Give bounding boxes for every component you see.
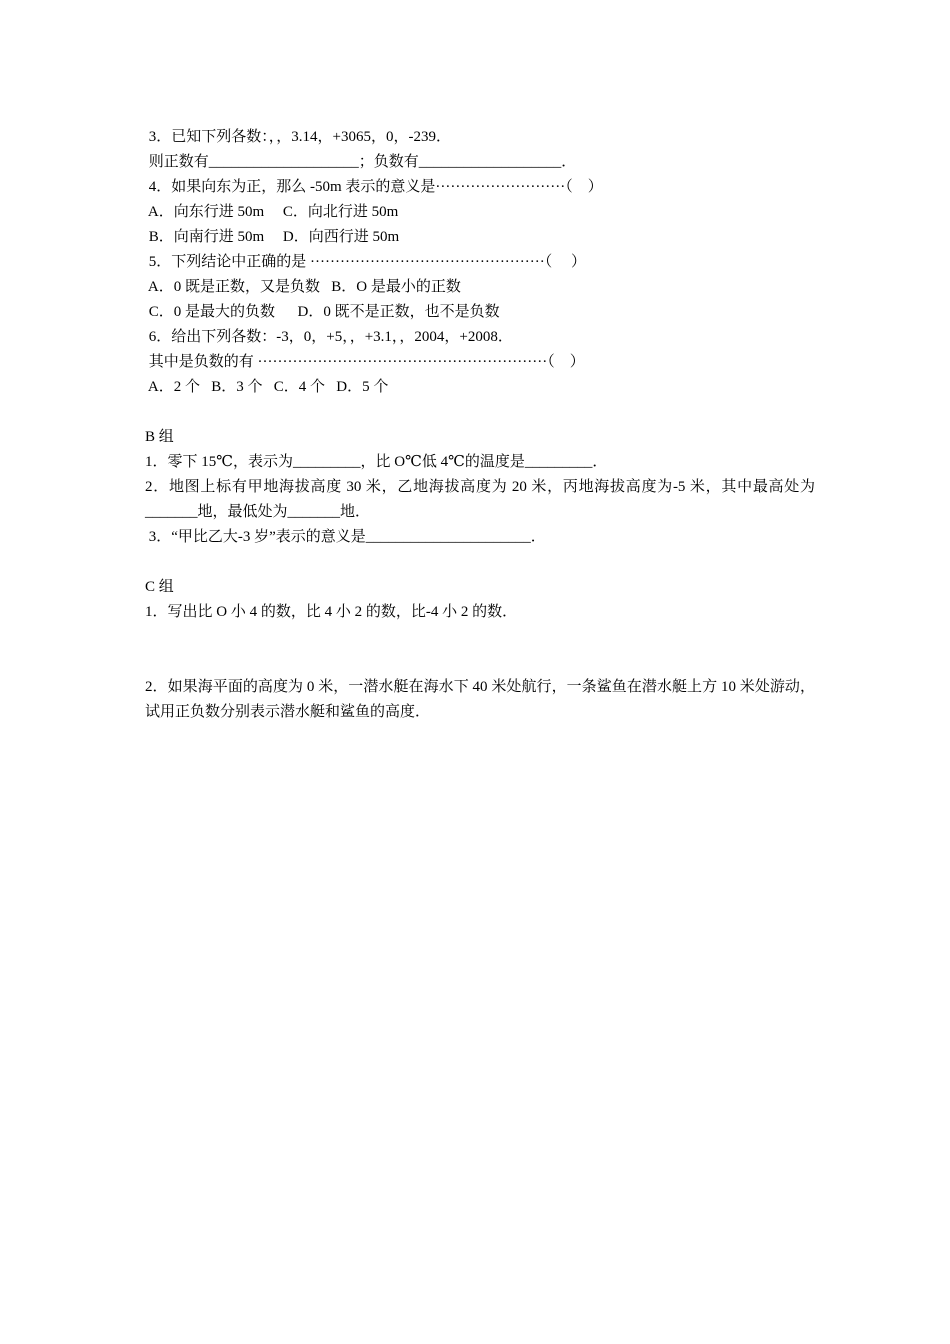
question-a4-options-bd: B．向南行进 50m D．向西行进 50m bbox=[145, 229, 400, 245]
answer-space bbox=[145, 625, 815, 675]
question-b2: 2．地图上标有甲地海拔高度 30 米，乙地海拔高度为 20 米，丙地海拔高度为-5 米，其中最高处为_______地，最低处为_______地． bbox=[145, 479, 815, 520]
section-c-heading: C 组 bbox=[145, 579, 174, 595]
spacer bbox=[145, 400, 815, 425]
document-page bbox=[145, 125, 815, 725]
question-c1: 1．写出比 O 小 4 的数，比 4 小 2 的数，比-4 小 2 的数． bbox=[145, 604, 518, 620]
question-a4-stem: 4．如果向东为正，那么 -50m 表示的意义是··························（ ） bbox=[145, 179, 603, 195]
question-a5-stem: 5．下列结论中正确的是 ···············································（ ） bbox=[145, 254, 587, 270]
question-a5-options-cd: C．0 是最大的负数 D．0 既不是正数，也不是负数 bbox=[145, 304, 500, 320]
question-b3: 3．“甲比乙大-3 岁”表示的意义是______________________． bbox=[145, 529, 546, 545]
question-a3-line1: 3．已知下列各数：，，3.14，+3065，0，-239． bbox=[145, 129, 451, 145]
spacer bbox=[145, 550, 815, 575]
question-a4-options-ac: A．向东行进 50m C．向北行进 50m bbox=[145, 204, 399, 220]
question-a3-line2: 则正数有____________________；负数有___________________． bbox=[145, 154, 577, 170]
question-a5-options-ab: A．0 既是正数，又是负数 B．O 是最小的正数 bbox=[145, 279, 461, 295]
question-a6-line2: 其中是负数的有 ··························································（ ） bbox=[145, 354, 585, 370]
question-a6-options: A．2 个 B．3 个 C．4 个 D．5 个 bbox=[145, 379, 389, 395]
question-a6-line1: 6．给出下列各数：-3，0，+5，，+3.1，，2004，+2008． bbox=[145, 329, 513, 345]
question-c2: 2．如果海平面的高度为 0 米，一潜水艇在海水下 40 米处航行，一条鲨鱼在潜水艇上方 10 米处游动，试用正负数分别表示潜水艇和鲨鱼的高度． bbox=[145, 679, 815, 720]
question-b1: 1．零下 15℃，表示为_________，比 O℃低 4℃的温度是_________． bbox=[145, 454, 608, 470]
section-b-heading: B 组 bbox=[145, 429, 174, 445]
